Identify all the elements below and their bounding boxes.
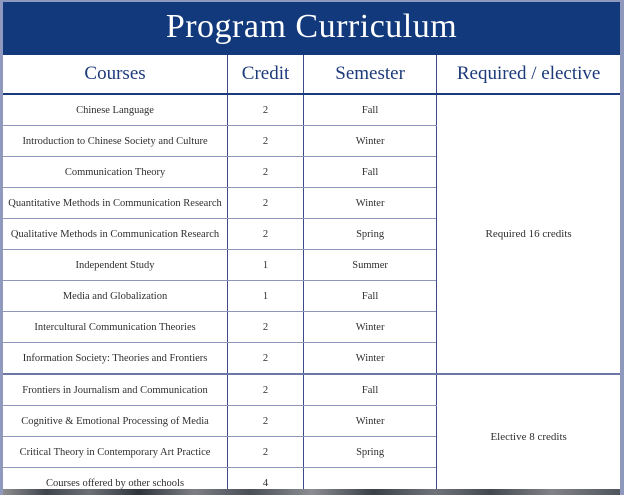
table-row	[3, 374, 620, 406]
semester-cell: Spring	[303, 219, 436, 250]
course-cell: Quantitative Methods in Communication Research	[3, 188, 228, 219]
semester-cell: Summer	[303, 250, 436, 281]
column-header-semester: Semester	[303, 55, 436, 94]
semester-cell: Fall	[303, 157, 436, 188]
semester-cell: Winter	[303, 406, 436, 437]
course-cell: Courses offered by other schools	[3, 468, 228, 495]
semester-cell: Winter	[303, 188, 436, 219]
course-cell: Cognitive & Emotional Processing of Media	[3, 406, 228, 437]
semester-cell: Fall	[303, 281, 436, 312]
credit-cell: 2	[228, 343, 304, 375]
credit-cell: 2	[228, 437, 304, 468]
credit-cell: 1	[228, 250, 304, 281]
credit-cell: 2	[228, 157, 304, 188]
course-cell: Chinese Language	[3, 94, 228, 126]
table-header	[3, 55, 620, 94]
semester-cell: Winter	[303, 343, 436, 375]
course-cell: Critical Theory in Contemporary Art Practice	[3, 437, 228, 468]
title-bar	[3, 2, 620, 55]
column-header-required-elective: Required / elective	[437, 55, 620, 94]
credit-cell: 2	[228, 312, 304, 343]
page-title: Program Curriculum	[165, 7, 458, 45]
bottom-photo-strip	[3, 489, 620, 495]
semester-cell: Winter	[303, 126, 436, 157]
course-cell: Communication Theory	[3, 157, 228, 188]
column-header-credit: Credit	[228, 55, 304, 94]
course-cell: Media and Globalization	[3, 281, 228, 312]
semester-cell: Fall	[303, 94, 436, 126]
course-cell: Intercultural Communication Theories	[3, 312, 228, 343]
credit-cell: 4	[228, 468, 304, 495]
credit-cell: 2	[228, 188, 304, 219]
column-header-courses: Courses	[3, 55, 228, 94]
header-row	[3, 55, 620, 94]
credit-cell: 2	[228, 126, 304, 157]
semester-cell: Winter	[303, 312, 436, 343]
table-row	[3, 94, 620, 126]
credit-cell: 2	[228, 94, 304, 126]
requirement-group-cell: Required 16 credits	[437, 94, 620, 374]
course-cell: Qualitative Methods in Communication Research	[3, 219, 228, 250]
semester-cell: Fall	[303, 374, 436, 406]
credit-cell: 2	[228, 406, 304, 437]
course-cell: Introduction to Chinese Society and Culture	[3, 126, 228, 157]
credit-cell: 1	[228, 281, 304, 312]
curriculum-table	[3, 55, 620, 495]
requirement-group-cell: Elective 8 credits	[437, 374, 620, 495]
course-cell: Independent Study	[3, 250, 228, 281]
course-cell: Frontiers in Journalism and Communication	[3, 374, 228, 406]
curriculum-table-body	[3, 94, 620, 495]
credit-cell: 2	[228, 374, 304, 406]
credit-cell: 2	[228, 219, 304, 250]
semester-cell: Spring	[303, 437, 436, 468]
course-cell: Information Society: Theories and Frontiers	[3, 343, 228, 375]
